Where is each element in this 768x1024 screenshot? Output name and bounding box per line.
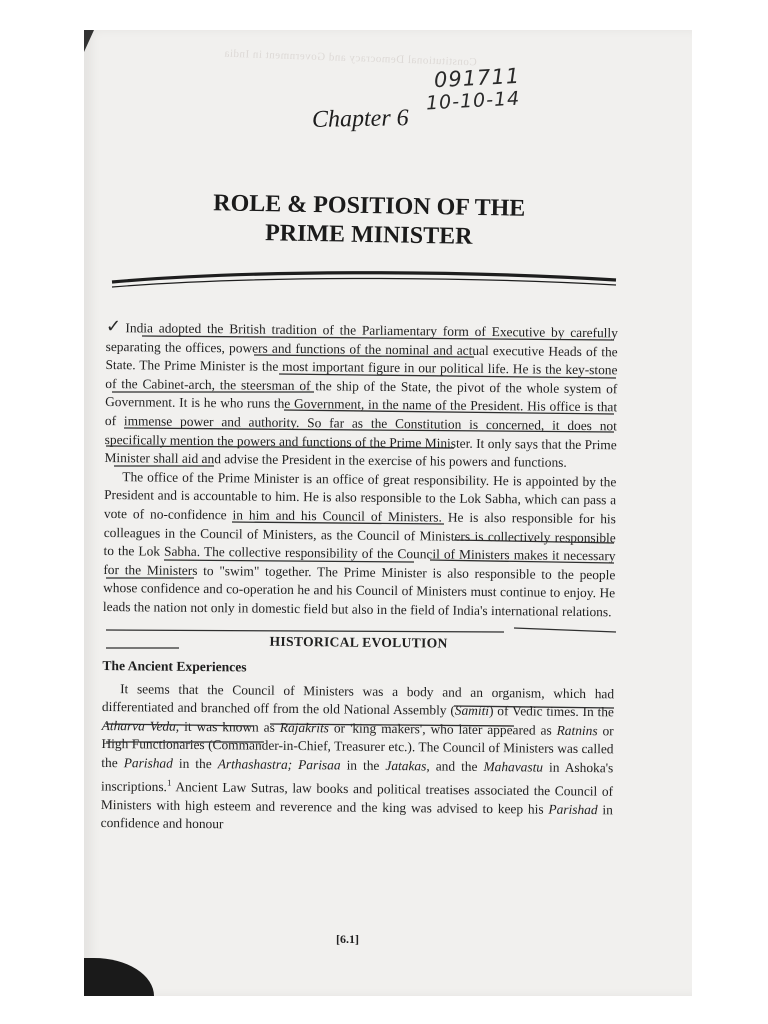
section-heading: HISTORICAL EVOLUTION	[269, 633, 448, 651]
chapter-label: Chapter 6	[311, 105, 409, 133]
paragraph-2: The office of the Prime Minister is an office of great responsibility. He is appointed by the President and is accountable to him. He is also responsible to the Lok Sabha, which can pass a vote of no-confidence in him and his Council of Ministers. He is also responsible for his colleagues in the Council of Ministers, as the Council of Ministers is collectively responsible to the Lok Sabha. The collective responsibility of the Council of Ministers makes it necessary for the Ministers to "swim" together. The Prime Minister is also responsible to the people whose confidence and co-operation he and his Council of Ministers must continue to enjoy. He leads the nation not only in domestic field but also in the field of India's international relations.	[102, 468, 617, 620]
handwritten-number: 091711	[433, 63, 521, 93]
chapter-title-line-1: ROLE & POSITION OF THE	[213, 190, 526, 222]
subsection-heading: The Ancient Experiences	[102, 658, 247, 675]
document-page	[84, 30, 692, 996]
chapter-title-line-2: PRIME MINISTER	[264, 220, 473, 250]
paragraph-1	[104, 318, 618, 473]
paragraph-1-text: India adopted the British tradition of the Parliamentary form of Executive by carefully separating the offices, powers and functions of the nominal and actual executive Heads of the State. The Prime Minister is the most important figure in our political life. He is the key-stone of the Cabinet-arch, the steersman of the ship of the State, the pivot of the whole system of Government. It is he who runs the Government, in the name of the President. His office is that of immense power and authority. So far as the Constitution is concerned, it does not specifically mention the powers and functions of the Prime Minister. It only says that the Prime Minister shall aid and advise the President in the exercise of his powers and functions.	[104, 320, 618, 470]
page-corner-shadow	[84, 30, 94, 52]
page-edge-shadow	[84, 958, 154, 996]
paragraph-3: It seems that the Council of Ministers was a body and an organism, which had differentiated and branched off from the old National Assembly (Samiti) of Vedic times. In the Atharva Veda, it was known as Rajakrits or 'king makers', who later appeared as Ratnins or High Functionaries (Commander-in-Chief, Treasurer etc.). The Council of Ministers was called the Parishad in the Arthashastra; Parisaa in the Jatakas, and the Mahavastu in Ashoka's inscriptions.$^1$ Ancient Law Sutras, law books and political treatises associated the Council of Ministers with high esteem and reverence and the king was advised to keep his Parishad in confidence and honour	[100, 680, 615, 832]
body-text	[101, 318, 618, 838]
page-number: [6.1]	[336, 932, 359, 946]
handwritten-date: 10-10-14	[425, 87, 521, 115]
bleed-through-text: Constitutional Democracy and Government in India	[223, 47, 477, 69]
pen-checkmark-icon: ✓	[105, 316, 124, 338]
title-divider-rule	[110, 268, 618, 292]
chapter-title	[164, 188, 575, 253]
